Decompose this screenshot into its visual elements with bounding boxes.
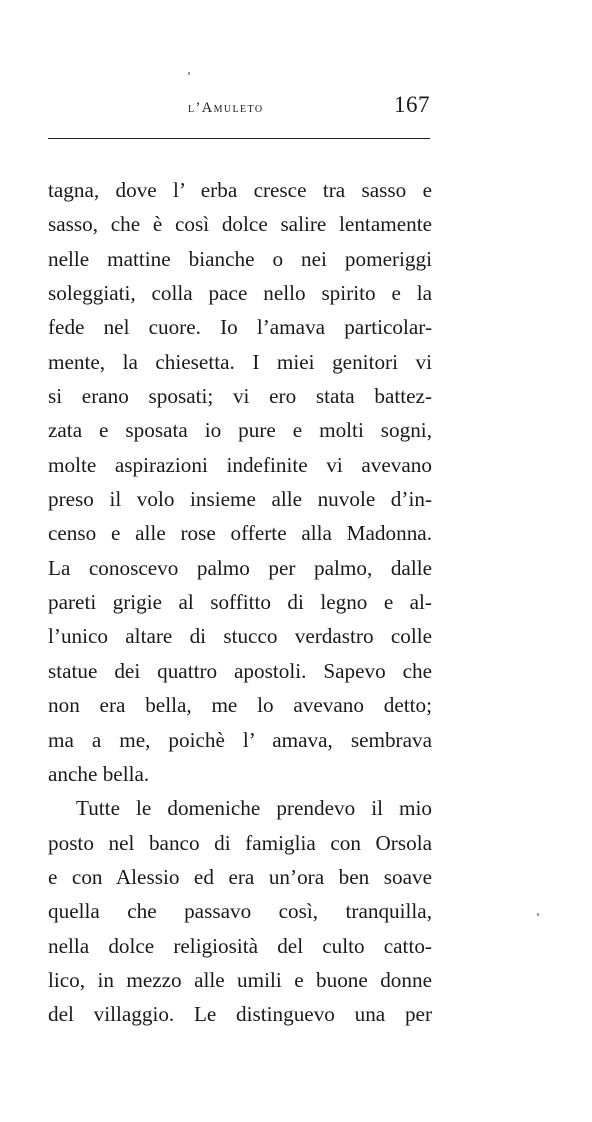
text-line: ma a me, poichè l’ amava, sembrava: [48, 727, 432, 752]
page-number: 167: [394, 92, 430, 117]
text-line: molte aspirazioni indefinite vi avevano: [48, 452, 432, 477]
body-text: [48, 173, 432, 1032]
text-line: lico, in mezzo alle umili e buone donne: [48, 967, 432, 992]
text-line: censo e alle rose offerte alla Madonna.: [48, 521, 432, 546]
chapter-title: l’Amuleto: [188, 100, 264, 116]
text-line: preso il volo insieme alle nuvole d’in-: [48, 487, 432, 512]
text-line: La conoscevo palmo per palmo, dalle: [48, 555, 432, 580]
text-line: e con Alessio ed era un’ora ben soave: [48, 864, 432, 889]
text-line: quella che passavo così, tranquilla,: [48, 899, 432, 924]
text-line: tagna, dove l’ erba cresce tra sasso e: [48, 178, 432, 202]
text-line: soleggiati, colla pace nello spirito e la: [48, 281, 432, 306]
text-line: del villaggio. Le distinguevo una per: [48, 1002, 432, 1027]
text-line: mente, la chiesetta. I miei genitori vi: [48, 349, 432, 374]
text-line: sasso, che è così dolce salire lentamente: [48, 212, 432, 237]
text-line: nella dolce religiosità del culto catto-: [48, 933, 432, 958]
paper-speck: [537, 913, 539, 916]
paragraph-first-line: Tutte le domeniche prendevo il mio: [76, 796, 432, 821]
text-line: l’unico altare di stucco verdastro colle: [48, 624, 432, 649]
text-line: pareti grigie al soffitto di legno e al-: [48, 590, 432, 615]
text-line: si erano sposati; vi ero stata battez-: [48, 384, 432, 409]
text-line: non era bella, me lo avevano detto;: [48, 693, 432, 718]
header-rule: [48, 138, 430, 139]
text-line: nelle mattine bianche o nei pomeriggi: [48, 246, 432, 271]
paper-speck: [188, 72, 190, 75]
text-line: fede nel cuore. Io l’amava particolar-: [48, 315, 432, 340]
text-line: zata e sposata io pure e molti sogni,: [48, 418, 432, 443]
paragraph-last-line: anche bella.: [48, 761, 150, 786]
text-line: posto nel banco di famiglia con Orsola: [48, 830, 432, 855]
running-head: [48, 92, 430, 120]
text-line: statue dei quattro apostoli. Sapevo che: [48, 658, 432, 683]
